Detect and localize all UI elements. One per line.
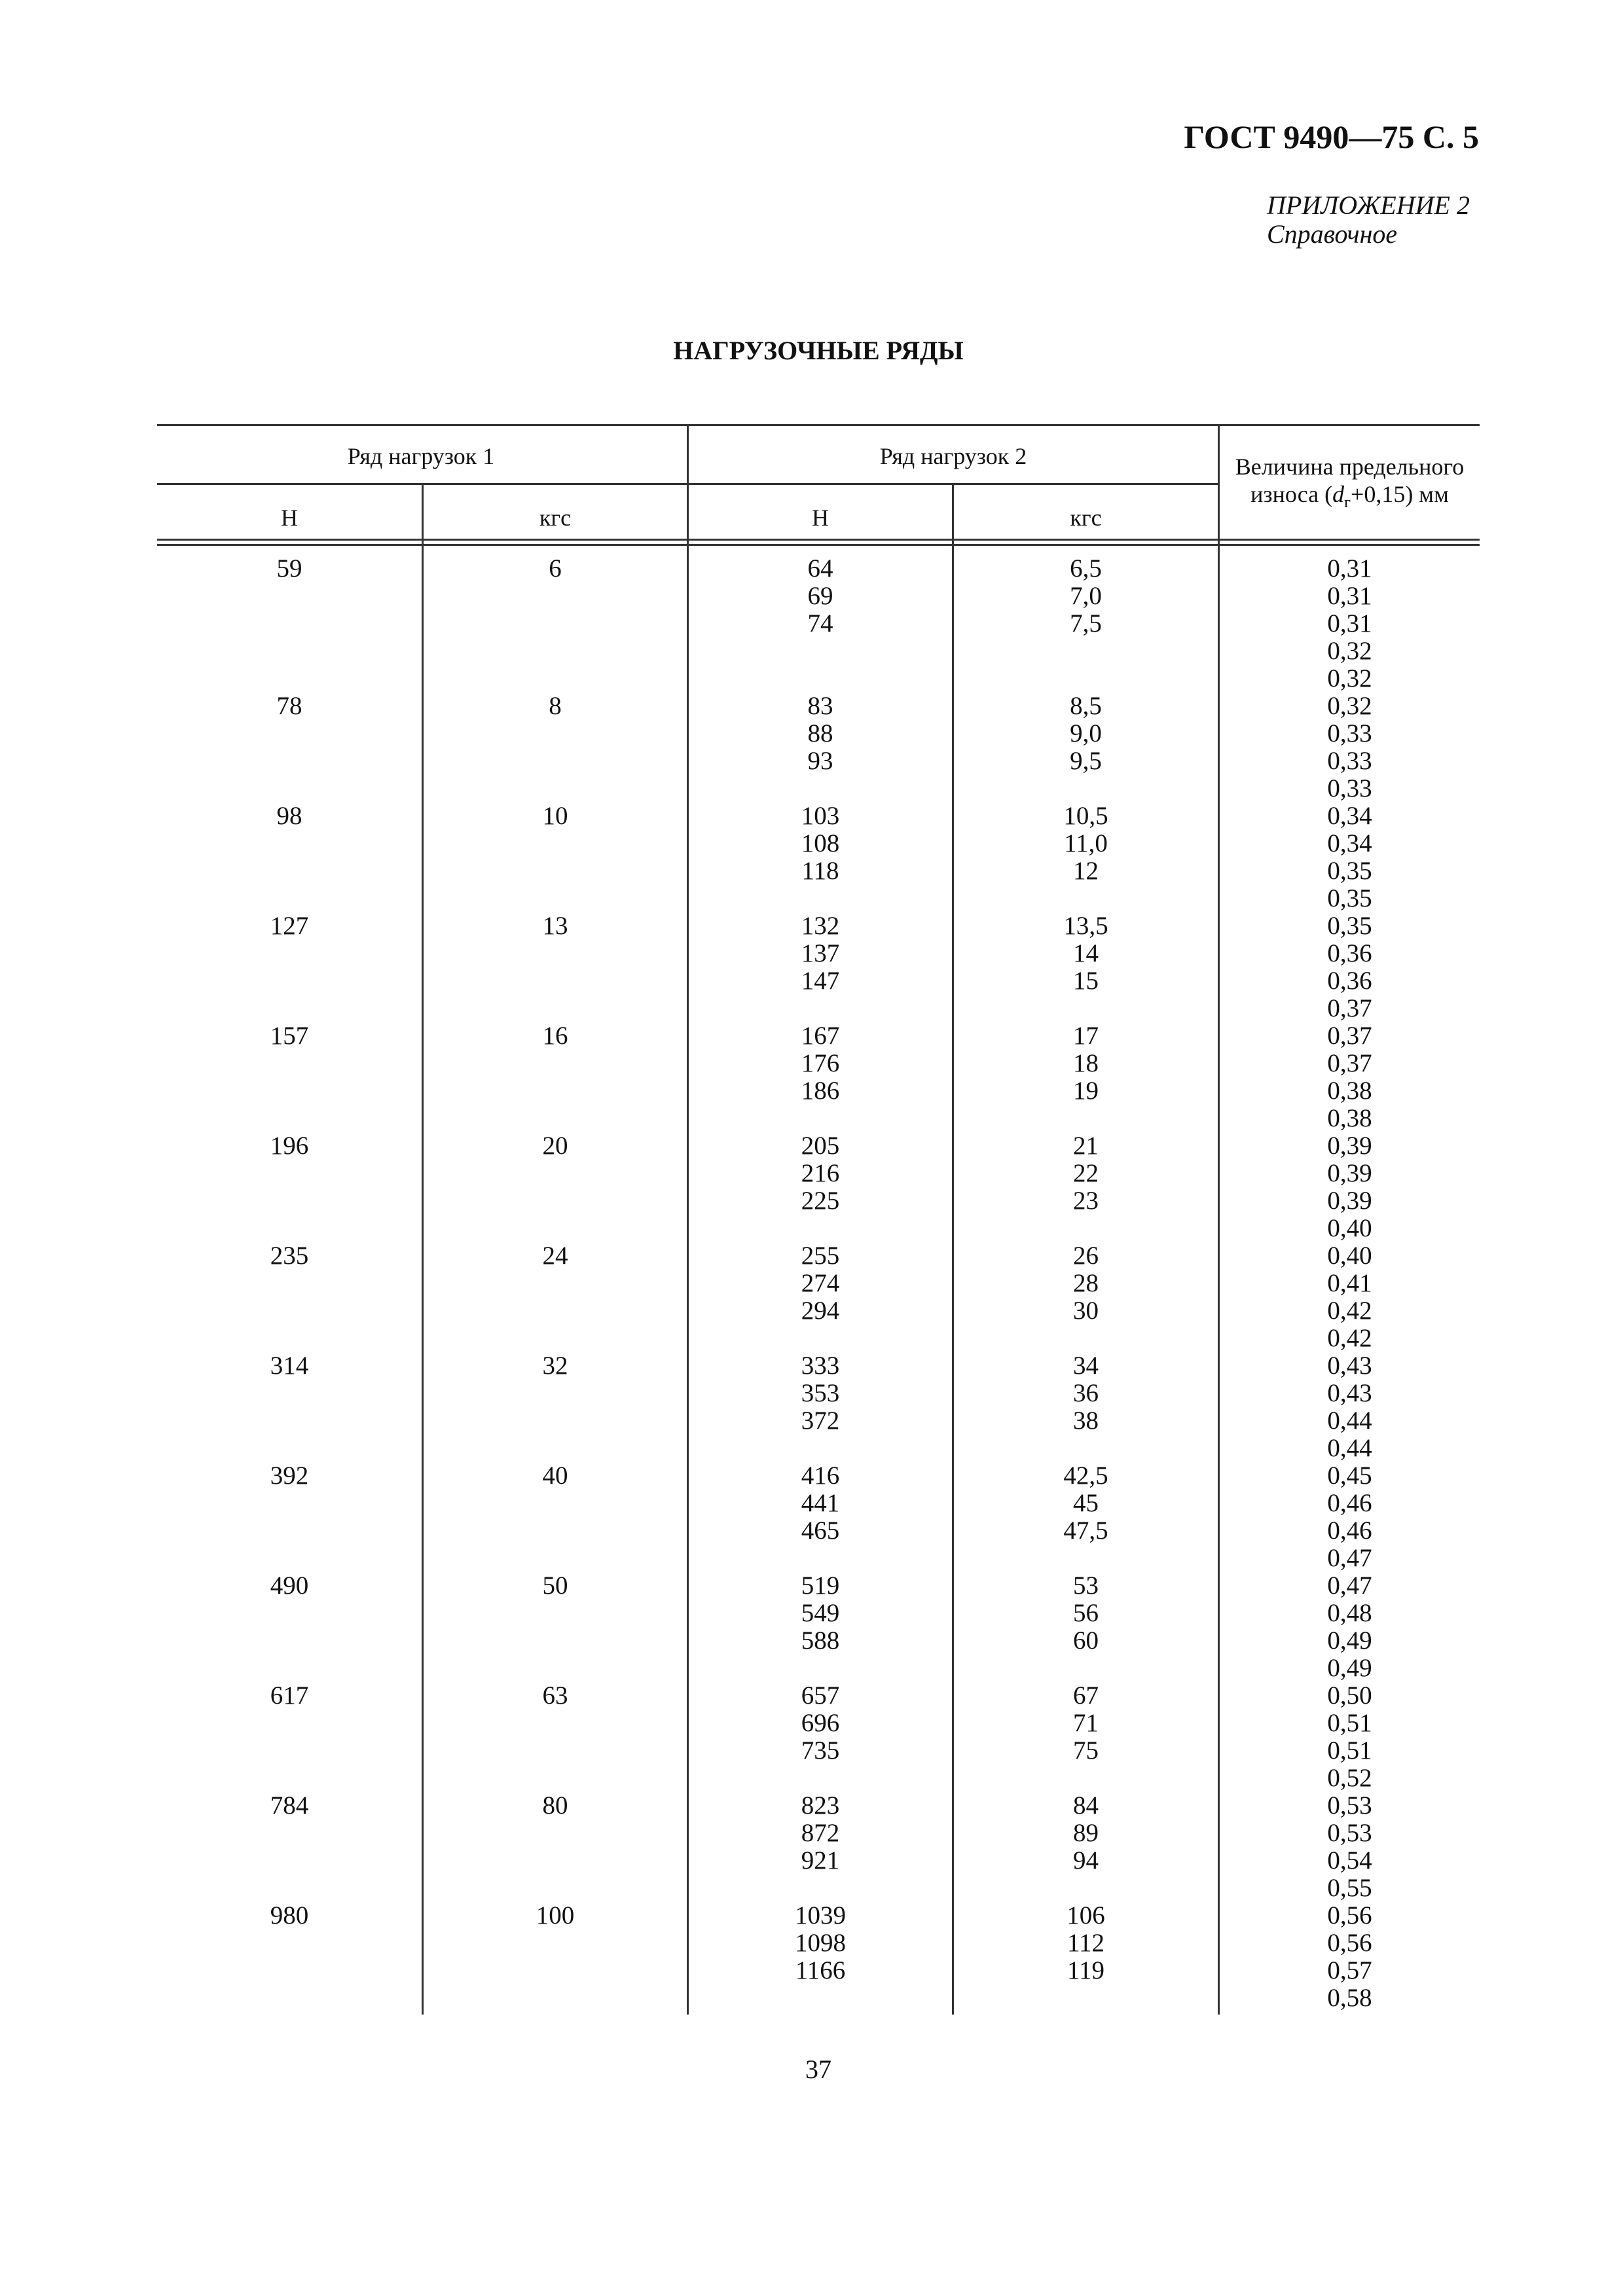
table-cell: 0,42 [1327, 1297, 1372, 1325]
table-cell [157, 610, 422, 637]
table-cell: 53 [1073, 1571, 1099, 1600]
table-cell [157, 1820, 422, 1847]
table-cell [157, 1765, 422, 1792]
table-cell [424, 1820, 687, 1847]
table-cell: 32 [542, 1352, 568, 1380]
table-cell: 186 [801, 1077, 840, 1105]
table-cell: 64 [807, 554, 833, 583]
table-cell: 0,35 [1327, 912, 1372, 940]
table-cell: 12 [1073, 857, 1099, 885]
table-cell [954, 1984, 1218, 2012]
table-cell [424, 1737, 687, 1765]
table-cell: 8 [549, 692, 562, 720]
table-cell [424, 1765, 687, 1792]
table-cell [157, 583, 422, 610]
page-number: 37 [805, 2054, 831, 2084]
table-cell [424, 1270, 687, 1297]
table-cell: 26 [1073, 1242, 1099, 1270]
table-cell [157, 1545, 422, 1572]
table-cell [424, 1050, 687, 1077]
table-cell: 0,33 [1327, 774, 1372, 802]
table-cell: 696 [801, 1709, 840, 1737]
table-cell: 38 [1073, 1407, 1099, 1435]
table-cell: 40 [542, 1462, 568, 1490]
table-cell: 60 [1073, 1626, 1099, 1655]
table-cell: 0,57 [1327, 1956, 1372, 1984]
table-cell [157, 1380, 422, 1407]
table-cell [157, 1077, 422, 1105]
table-cell: 6 [549, 554, 562, 583]
table-cell: 1098 [795, 1929, 846, 1957]
table-cell: 0,49 [1327, 1626, 1372, 1655]
table-cell: 657 [801, 1681, 840, 1710]
table-cell: 0,46 [1327, 1489, 1372, 1517]
header-limit-wear [1220, 453, 1480, 516]
table-cell: 89 [1073, 1819, 1099, 1847]
table-cell [689, 995, 952, 1022]
table-cell: 0,51 [1327, 1709, 1372, 1737]
table-cell: 0,31 [1327, 554, 1372, 583]
table-cell: 0,48 [1327, 1599, 1372, 1627]
table-cell: 80 [542, 1791, 568, 1820]
table-cell [424, 1600, 687, 1627]
table-cell: 147 [801, 967, 840, 995]
table-cell: 216 [801, 1159, 840, 1187]
table-cell: 441 [801, 1489, 840, 1517]
table-cell [157, 1929, 422, 1957]
table-cell: 0,35 [1327, 857, 1372, 885]
table-cell: 0,34 [1327, 802, 1372, 830]
table-cell [157, 1050, 422, 1077]
table-cell [689, 1984, 952, 2012]
table-cell [424, 583, 687, 610]
table-cell [424, 665, 687, 692]
table-cell: 88 [807, 719, 833, 747]
table-cell: 157 [270, 1022, 309, 1050]
table-cell: 921 [801, 1846, 840, 1874]
table-cell [424, 1325, 687, 1352]
table-cell [689, 665, 952, 692]
table-cell: 24 [542, 1242, 568, 1270]
table-cell: 74 [807, 609, 833, 637]
table-cell: 465 [801, 1516, 840, 1545]
table-cell: 0,44 [1327, 1434, 1372, 1462]
table-cell: 167 [801, 1022, 840, 1050]
group-header-load-series-2: Ряд нагрузок 2 [879, 443, 1027, 469]
table-cell: 7,5 [1070, 609, 1102, 637]
table-cell: 13 [542, 912, 568, 940]
table-cell: 9,0 [1070, 719, 1102, 747]
table-cell [954, 1655, 1218, 1682]
table-cell: 588 [801, 1626, 840, 1655]
table-cell: 0,41 [1327, 1269, 1372, 1297]
table-cell: 0,33 [1327, 747, 1372, 775]
table-cell: 0,34 [1327, 829, 1372, 857]
table-cell: 0,31 [1327, 609, 1372, 637]
table-cell [424, 1380, 687, 1407]
table-cell: 735 [801, 1736, 840, 1765]
table-cell: 225 [801, 1187, 840, 1215]
table-cell [689, 1215, 952, 1242]
table-cell [424, 1215, 687, 1242]
table-cell: 15 [1073, 967, 1099, 995]
table-cell [424, 1517, 687, 1545]
table-cell [689, 1874, 952, 1902]
table-cell [157, 967, 422, 995]
table-cell [689, 1325, 952, 1352]
table-cell [157, 720, 422, 747]
table-cell [424, 1929, 687, 1957]
table-cell: 132 [801, 912, 840, 940]
table-cell [424, 995, 687, 1022]
table-cell: 0,37 [1327, 1049, 1372, 1077]
table-cell: 0,53 [1327, 1791, 1372, 1820]
table-cell: 23 [1073, 1187, 1099, 1215]
table-cell: 0,36 [1327, 967, 1372, 995]
table-cell: 255 [801, 1242, 840, 1270]
table-cell [954, 1765, 1218, 1792]
table-cell: 100 [536, 1901, 575, 1929]
table-cell [424, 1847, 687, 1874]
table-cell: 9,5 [1070, 747, 1102, 775]
table-cell: 8,5 [1070, 692, 1102, 720]
table-cell: 519 [801, 1571, 840, 1600]
table-cell [157, 830, 422, 857]
table-cell [954, 885, 1218, 912]
table-cell: 16 [542, 1022, 568, 1050]
table-cell: 872 [801, 1819, 840, 1847]
table-cell [424, 1297, 687, 1325]
table-cell [424, 1710, 687, 1737]
table-cell: 47,5 [1063, 1516, 1108, 1545]
table-cell: 205 [801, 1132, 840, 1160]
table-cell: 549 [801, 1599, 840, 1627]
table-cell [157, 1655, 422, 1682]
table-cell: 784 [270, 1791, 309, 1820]
table-cell: 94 [1073, 1846, 1099, 1874]
table-cell: 59 [276, 554, 302, 583]
column-series2-kgf [954, 555, 1218, 2012]
table-cell: 235 [270, 1242, 309, 1270]
appendix-label [1267, 191, 1470, 249]
table-cell [954, 1435, 1218, 1462]
table-cell: 28 [1073, 1269, 1099, 1297]
table-cell [157, 1517, 422, 1545]
table-cell: 0,47 [1327, 1544, 1372, 1572]
table-cell: 0,33 [1327, 719, 1372, 747]
table-cell: 823 [801, 1791, 840, 1820]
table-cell: 0,52 [1327, 1764, 1372, 1792]
table-cell: 98 [276, 802, 302, 830]
table-cell: 0,37 [1327, 1022, 1372, 1050]
table-cell [157, 1710, 422, 1737]
table-cell [157, 637, 422, 665]
page-title: НАГРУЗОЧНЫЕ РЯДЫ [673, 336, 964, 365]
table-cell [157, 1105, 422, 1132]
table-cell: 137 [801, 939, 840, 967]
table-cell: 36 [1073, 1379, 1099, 1407]
header-limit-wear-line1: Величина предельного [1235, 454, 1465, 480]
table-cell [157, 1435, 422, 1462]
header-kgf-2: кгс [1070, 505, 1102, 531]
table-cell [157, 1600, 422, 1627]
table-cell [424, 885, 687, 912]
table-cell: 0,49 [1327, 1654, 1372, 1682]
table-cell [424, 940, 687, 967]
table-cell: 71 [1073, 1709, 1099, 1737]
column-series1-newton [157, 555, 422, 2012]
appendix-number: ПРИЛОЖЕНИЕ 2 [1267, 190, 1470, 220]
table-cell: 14 [1073, 939, 1099, 967]
group-header-load-series-1: Ряд нагрузок 1 [347, 443, 495, 469]
table-cell: 93 [807, 747, 833, 775]
table-cell: 106 [1067, 1901, 1105, 1929]
table-cell [157, 1325, 422, 1352]
table-cell: 67 [1073, 1681, 1099, 1710]
table-cell [424, 610, 687, 637]
table-cell [424, 857, 687, 885]
table-cell: 333 [801, 1352, 840, 1380]
table-cell: 0,43 [1327, 1379, 1372, 1407]
table-cell: 50 [542, 1571, 568, 1600]
table-cell: 112 [1067, 1929, 1105, 1957]
table-cell [424, 1874, 687, 1902]
table-cell: 10 [542, 802, 568, 830]
table-cell [954, 1105, 1218, 1132]
table-cell [424, 1187, 687, 1215]
table-cell [157, 1957, 422, 1984]
table-cell [157, 665, 422, 692]
table-cell [424, 1984, 687, 2012]
table-cell: 22 [1073, 1159, 1099, 1187]
table-cell [157, 775, 422, 802]
table-cell: 30 [1073, 1297, 1099, 1325]
table-cell [689, 1655, 952, 1682]
table-cell: 0,58 [1327, 1984, 1372, 2012]
table-cell: 84 [1073, 1791, 1099, 1820]
table-cell [424, 1435, 687, 1462]
table-cell [954, 665, 1218, 692]
header-newton-1: Н [281, 505, 298, 531]
column-limit-wear [1220, 555, 1480, 2012]
table-cell: 6,5 [1070, 554, 1102, 583]
table-cell [954, 995, 1218, 1022]
table-cell [157, 940, 422, 967]
table-cell: 416 [801, 1462, 840, 1490]
table-cell [689, 1545, 952, 1572]
table-cell: 127 [270, 912, 309, 940]
table-cell: 56 [1073, 1599, 1099, 1627]
table-cell: 75 [1073, 1736, 1099, 1765]
table-cell: 0,44 [1327, 1407, 1372, 1435]
table-cell [157, 1215, 422, 1242]
table-cell: 108 [801, 829, 840, 857]
table-cell: 0,40 [1327, 1242, 1372, 1270]
table-cell: 0,32 [1327, 637, 1372, 665]
table-cell [689, 1435, 952, 1462]
table-cell: 314 [270, 1352, 309, 1380]
table-cell [157, 1160, 422, 1187]
table-cell: 0,47 [1327, 1571, 1372, 1600]
table-cell: 0,46 [1327, 1516, 1372, 1545]
table-cell: 0,50 [1327, 1681, 1372, 1710]
table-cell: 0,42 [1327, 1324, 1372, 1352]
table-cell: 0,39 [1327, 1132, 1372, 1160]
column-series2-newton [689, 555, 952, 2012]
table-cell [424, 1545, 687, 1572]
table-cell: 294 [801, 1297, 840, 1325]
diameter-subscript: г [1344, 494, 1351, 512]
header-kgf-1: кгс [539, 505, 572, 531]
table-cell [424, 830, 687, 857]
table-cell: 196 [270, 1132, 309, 1160]
table-cell [954, 1215, 1218, 1242]
table-cell: 0,32 [1327, 664, 1372, 692]
table-cell [424, 637, 687, 665]
table-cell [689, 885, 952, 912]
table-cell [157, 1270, 422, 1297]
table-cell: 18 [1073, 1049, 1099, 1077]
table-cell: 78 [276, 692, 302, 720]
table-cell: 0,45 [1327, 1462, 1372, 1490]
table-cell [689, 1765, 952, 1792]
table-cell: 0,39 [1327, 1159, 1372, 1187]
table-cell [157, 1187, 422, 1215]
table-cell [689, 775, 952, 802]
table-cell [157, 1297, 422, 1325]
table-cell: 34 [1073, 1352, 1099, 1380]
table-cell [424, 1627, 687, 1655]
table-cell: 0,36 [1327, 939, 1372, 967]
diameter-variable: d [1332, 481, 1345, 507]
table-cell: 0,54 [1327, 1846, 1372, 1874]
header-bottom-rule [157, 539, 1480, 541]
table-cell [424, 1655, 687, 1682]
table-cell [689, 1105, 952, 1132]
table-cell: 13,5 [1063, 912, 1108, 940]
table-cell: 0,56 [1327, 1901, 1372, 1929]
table-cell [954, 1874, 1218, 1902]
table-cell: 392 [270, 1462, 309, 1490]
table-cell [157, 1737, 422, 1765]
table-cell: 103 [801, 802, 840, 830]
header-limit-wear-line2: износа $(d_г+0,15)$ мм [1250, 481, 1449, 512]
table-cell: 372 [801, 1407, 840, 1435]
table-cell: 0,32 [1327, 692, 1372, 720]
table-cell: 490 [270, 1571, 309, 1600]
table-cell: 83 [807, 692, 833, 720]
table-cell: 0,51 [1327, 1736, 1372, 1765]
table-cell: 17 [1073, 1022, 1099, 1050]
table-cell [954, 637, 1218, 665]
table-top-rule [157, 424, 1480, 426]
table-cell [424, 1105, 687, 1132]
table-cell [689, 637, 952, 665]
table-cell [157, 747, 422, 775]
table-cell [424, 720, 687, 747]
table-cell: 63 [542, 1681, 568, 1710]
appendix-type: Справочное [1267, 219, 1398, 249]
table-cell: 0,55 [1327, 1874, 1372, 1902]
document-code: ГОСТ 9490—75 С. 5 [1184, 118, 1479, 155]
table-cell: 0,39 [1327, 1187, 1372, 1215]
table-cell [157, 1874, 422, 1902]
table-cell: 20 [542, 1132, 568, 1160]
table-cell: 118 [801, 857, 839, 885]
table-cell [424, 1077, 687, 1105]
table-cell [424, 747, 687, 775]
table-cell: 42,5 [1063, 1462, 1108, 1490]
header-newton-2: Н [812, 505, 829, 531]
table-cell [157, 885, 422, 912]
table-cell: 10,5 [1063, 802, 1108, 830]
table-cell: 176 [801, 1049, 840, 1077]
table-cell [424, 967, 687, 995]
table-cell: 980 [270, 1901, 309, 1929]
table-cell [424, 1407, 687, 1435]
table-cell: 1166 [795, 1956, 846, 1984]
table-cell [954, 775, 1218, 802]
table-cell: 0,38 [1327, 1104, 1372, 1132]
table-cell: 45 [1073, 1489, 1099, 1517]
table-cell [954, 1545, 1218, 1572]
table-cell: 19 [1073, 1077, 1099, 1105]
table-cell [424, 775, 687, 802]
table-cell [954, 1325, 1218, 1352]
table-cell: 21 [1073, 1132, 1099, 1160]
table-cell: 353 [801, 1379, 840, 1407]
table-cell: 0,38 [1327, 1077, 1372, 1105]
table-cell [157, 857, 422, 885]
table-cell: 0,37 [1327, 994, 1372, 1022]
table-cell: 0,53 [1327, 1819, 1372, 1847]
header-bottom-rule-double [157, 544, 1480, 546]
table-cell [157, 1984, 422, 2012]
table-cell [157, 1407, 422, 1435]
table-cell [157, 995, 422, 1022]
column-series1-kgf [424, 555, 687, 2012]
table-cell: 617 [270, 1681, 309, 1710]
table-cell [424, 1160, 687, 1187]
table-cell: 69 [807, 582, 833, 610]
table-cell: 0,40 [1327, 1214, 1372, 1242]
table-cell [157, 1847, 422, 1874]
table-cell: 1039 [795, 1901, 846, 1929]
table-cell [424, 1490, 687, 1517]
table-cell: 0,56 [1327, 1929, 1372, 1957]
table-cell: 119 [1067, 1956, 1105, 1984]
table-cell: 0,35 [1327, 884, 1372, 912]
table-cell [424, 1957, 687, 1984]
table-cell [157, 1490, 422, 1517]
table-cell [157, 1627, 422, 1655]
table-cell: 7,0 [1070, 582, 1102, 610]
table-cell: 0,43 [1327, 1352, 1372, 1380]
table-cell: 274 [801, 1269, 840, 1297]
table-cell: 0,31 [1327, 582, 1372, 610]
table-cell: 11,0 [1064, 829, 1108, 857]
